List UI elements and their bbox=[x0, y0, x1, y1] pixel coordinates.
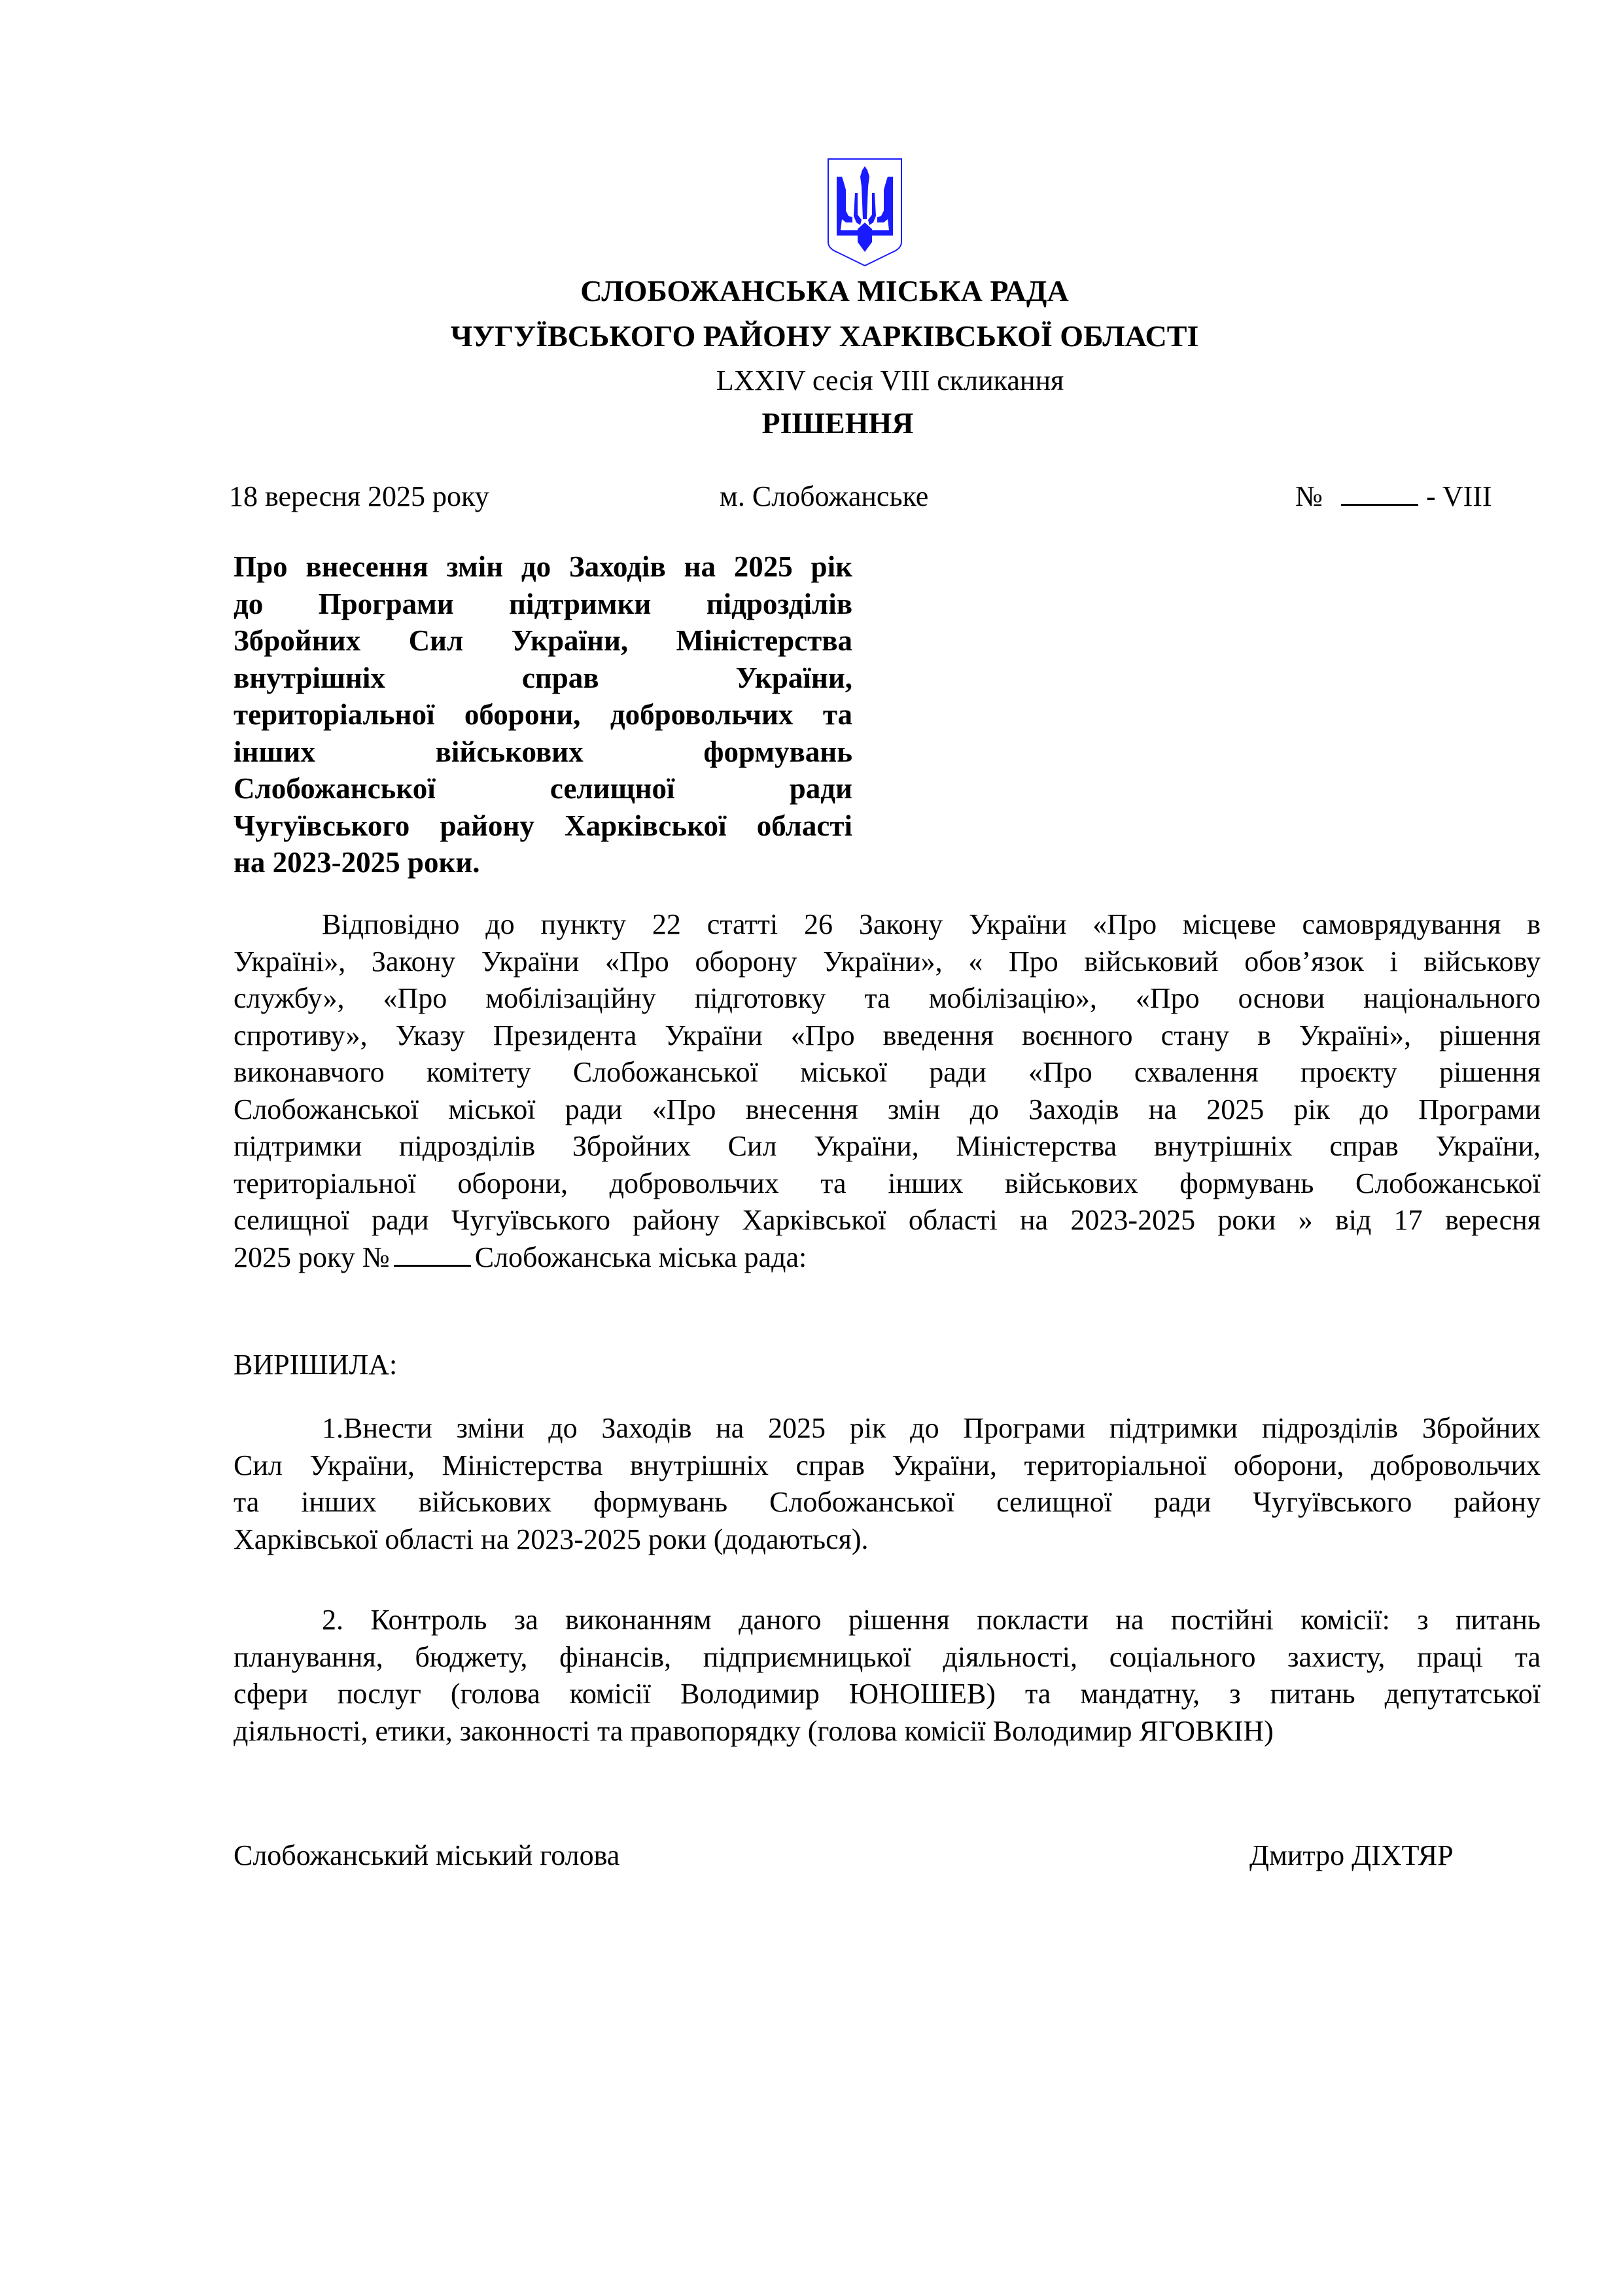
council-name: СЛОБОЖАНСЬКА МІСЬКА РАДА bbox=[580, 274, 1069, 308]
item-line: 2. Контроль за виконанням даного рішення покласти на постійні комісії: з питань bbox=[322, 1604, 1541, 1636]
item-line: 1.Внести зміни до Заходів на 2025 рік до Програми підтримки підрозділів Збройних bbox=[322, 1412, 1541, 1444]
preamble-last-end: Слобожанська міська рада: bbox=[474, 1241, 807, 1273]
item-line: діяльності, етики, законності та правопорядку (голова комісії Володимир ЯГОВКІН) bbox=[234, 1714, 1274, 1747]
preamble-line: службу», «Про мобілізаційну підготовку та мобілізацію», «Про основи національного bbox=[234, 982, 1541, 1014]
item-line: планування, бюджету, фінансів, підприємницької діяльності, соціального захисту, праці та bbox=[234, 1640, 1541, 1673]
subject-line: Чугуївського району Харківської області bbox=[234, 809, 852, 842]
resolution-item-2 bbox=[234, 1602, 1541, 1750]
coat-of-arms-icon bbox=[826, 157, 903, 268]
preamble-line: Україні», Закону України «Про оборону України», « Про військовий обов’язок і військову bbox=[234, 945, 1541, 978]
preamble-line: Відповідно до пункту 22 статті 26 Закону України «Про місцеве самоврядування в bbox=[322, 908, 1541, 940]
subject-line: на 2023-2025 роки. bbox=[234, 846, 480, 879]
subject-line: територіальної оборони, добровольчих та bbox=[234, 698, 852, 731]
item-line: Харківської області на 2023-2025 роки (додаються). bbox=[234, 1523, 869, 1555]
decision-subject bbox=[234, 548, 852, 881]
subject-line: до Програми підтримки підрозділів bbox=[234, 587, 852, 620]
number-prefix: № bbox=[1295, 480, 1323, 512]
preamble-line: виконавчого комітету Слобожанської міської ради «Про схвалення проєкту рішення bbox=[234, 1056, 1541, 1088]
decision-date: 18 вересня 2025 року bbox=[229, 480, 489, 512]
resolution-item-1 bbox=[234, 1410, 1541, 1558]
preamble-line: селищної ради Чугуївського району Харківської області на 2023-2025 роки » від 17 вересня bbox=[234, 1204, 1541, 1236]
preamble-last-line bbox=[234, 1239, 1541, 1277]
number-blank bbox=[1341, 480, 1418, 506]
resolved-label: ВИРІШИЛА: bbox=[234, 1349, 398, 1381]
preamble-paragraph bbox=[234, 906, 1541, 1276]
subject-line: Слобожанської селищної ради bbox=[234, 772, 852, 805]
subject-line: Про внесення змін до Заходів на 2025 рік bbox=[234, 550, 852, 583]
document-type: РІШЕННЯ bbox=[761, 406, 914, 440]
number-suffix: - VIII bbox=[1425, 480, 1492, 512]
item-line: та інших військових формувань Слобожанської селищної ради Чугуївського району bbox=[234, 1486, 1541, 1518]
district-region: ЧУГУЇВСЬКОГО РАЙОНУ ХАРКІВСЬКОЇ ОБЛАСТІ bbox=[450, 319, 1199, 353]
preamble-last-start: 2025 року № bbox=[234, 1241, 390, 1273]
preamble-line: територіальної оборони, добровольчих та інших військових формувань Слобожанської bbox=[234, 1167, 1541, 1199]
decision-city: м. Слобожанське bbox=[720, 480, 929, 512]
preamble-line: спротиву», Указу Президента України «Про введення воєнного стану в Україні», рішення bbox=[234, 1019, 1541, 1051]
subject-line: Збройних Сил України, Міністерства bbox=[234, 624, 852, 657]
item-line: сфери послуг (голова комісії Володимир ЮНОШЕВ) та мандатну, з питань депутатської bbox=[234, 1678, 1541, 1710]
session-label: LXXIV сесія VIII скликання bbox=[716, 364, 1064, 397]
preamble-line: підтримки підрозділів Збройних Сил України, Міністерства внутрішніх справ України, bbox=[234, 1130, 1541, 1162]
signatory-title: Слобожанський міський голова bbox=[234, 1839, 620, 1871]
subject-line: інших військових формувань bbox=[234, 735, 852, 768]
item-line: Сил України, Міністерства внутрішніх справ України, територіальної оборони, добровольчих bbox=[234, 1449, 1541, 1481]
number-blank bbox=[394, 1241, 471, 1267]
decision-number bbox=[1295, 480, 1492, 513]
preamble-line: Слобожанської міської ради «Про внесення змін до Заходів на 2025 рік до Програми bbox=[234, 1093, 1541, 1125]
signatory-name: Дмитро ДІХТЯР bbox=[1249, 1839, 1454, 1871]
subject-line: внутрішніх справ України, bbox=[234, 661, 852, 694]
